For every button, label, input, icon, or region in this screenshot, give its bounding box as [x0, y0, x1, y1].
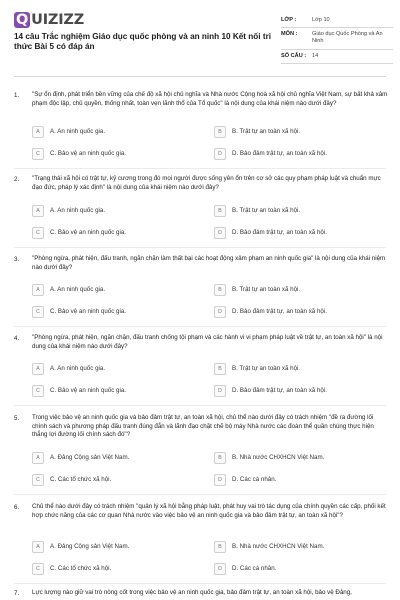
option-letter: A [32, 363, 44, 375]
question-text: "Sự ổn định, phát triển bền vững của chế độ xã hội chủ nghĩa và Nhà nước Cộng hoà xã hội chủ nghĩa Việt Nam, sự bất khả xâm phạm độc lập, chủ quyền, thống nhất, toàn vẹn lãnh thổ của Tổ quốc" là nội dung của khái niệm nào dưới đây? [32, 91, 388, 107]
question-divider [14, 494, 386, 495]
option-text: B. Trật tự an toàn xã hội. [232, 365, 301, 372]
option-text: C. Bảo vệ an ninh quốc gia. [50, 308, 127, 315]
question-number: 1. [14, 92, 20, 99]
option-letter: D [214, 385, 226, 397]
question-divider [14, 247, 386, 248]
option-letter: B [214, 363, 226, 375]
option-text: A. An ninh quốc gia. [50, 128, 106, 135]
option-letter: C [32, 385, 44, 397]
option-text: D. Bảo đảm trật tự, an toàn xã hội. [232, 229, 327, 236]
option-letter: C [32, 563, 44, 575]
option-letter: C [32, 474, 44, 486]
option-letter: B [214, 541, 226, 553]
option-text: A. Đảng Cộng sản Việt Nam. [50, 543, 130, 550]
option-letter: B [214, 452, 226, 464]
option-text: B. Trật tự an toàn xã hội. [232, 286, 301, 293]
option-text: B. Trật tự an toàn xã hội. [232, 207, 301, 214]
option-text: D. Bảo đảm trật tự, an toàn xã hội. [232, 308, 327, 315]
option-text: C. Bảo vệ an ninh quốc gia. [50, 229, 127, 236]
question-text: "Phòng ngừa, phát hiện, ngăn chặn, đấu tranh chống tội phạm và các hành vi vi phạm pháp luật về trật tự, an toàn xã hội" là nội dung của khái niệm nào dưới đây? [32, 334, 383, 350]
question-number: 5. [14, 415, 20, 422]
question-number: 2. [14, 176, 20, 183]
option-text: A. Đảng Cộng sản Việt Nam. [50, 454, 130, 461]
meta-row-count [281, 50, 393, 64]
option-letter: D [214, 563, 226, 575]
option-letter: A [32, 452, 44, 464]
option-text: C. Bảo vệ an ninh quốc gia. [50, 387, 127, 394]
meta-key: MÔN : [281, 31, 298, 37]
option-text: D. Các cá nhân. [232, 476, 277, 483]
meta-key: SỐ CÂU : [281, 53, 307, 59]
option-letter: C [32, 227, 44, 239]
option-letter: B [214, 126, 226, 138]
question-divider [14, 168, 386, 169]
option-letter: D [214, 306, 226, 318]
option-text: A. An ninh quốc gia. [50, 286, 106, 293]
option-letter: A [32, 205, 44, 217]
option-letter: D [214, 227, 226, 239]
meta-key: LỚP : [281, 17, 297, 23]
option-letter: D [214, 148, 226, 160]
question-number: 4. [14, 335, 20, 342]
meta-row-class [281, 14, 393, 28]
option-letter: A [32, 541, 44, 553]
option-letter: B [214, 205, 226, 217]
option-letter: C [32, 148, 44, 160]
option-text: C. Bảo vệ an ninh quốc gia. [50, 150, 127, 157]
quizizz-logo [14, 12, 84, 28]
option-text: D. Bảo đảm trật tự, an toàn xã hội. [232, 387, 327, 394]
logo-q-mark: Q [16, 12, 29, 28]
meta-value: Giáo dục Quốc Phòng và An Ninh [312, 31, 383, 44]
question-divider [14, 583, 386, 584]
question-divider [14, 405, 386, 406]
option-text: D. Bảo đảm trật tự, an toàn xã hội. [232, 150, 327, 157]
question-text: Chủ thể nào dưới đây có trách nhiệm "quản lý xã hội bằng pháp luật, phát huy vai trò tác dụng của chính quyền các cấp, phối kết hợp chức năng của các cơ quan Nhà nước vào việc bảo vệ an ninh quốc gia và bảo đảm trật tự, an toàn xã hội"? [32, 503, 386, 519]
meta-info [281, 14, 393, 64]
option-text: B. Nhà nước CHXHCN Việt Nam. [232, 454, 325, 461]
question-number: 3. [14, 256, 20, 263]
page-header [0, 0, 400, 76]
question-text: "Phòng ngừa, phát hiện, đấu tranh, ngăn chặn làm thất bại các hoạt động xâm phạm an ninh quốc gia" là nội dung của khái niệm nào dưới đây? [32, 255, 386, 271]
header-divider [14, 76, 386, 77]
option-text: C. Các tổ chức xã hội. [50, 476, 112, 483]
meta-value: 14 [312, 53, 319, 59]
option-text: A. An ninh quốc gia. [50, 365, 106, 372]
question-divider [14, 326, 386, 327]
option-letter: C [32, 306, 44, 318]
option-letter: D [214, 474, 226, 486]
option-letter: A [32, 284, 44, 296]
option-text: D. Các cá nhân. [232, 565, 277, 572]
question-number: 7. [14, 590, 20, 597]
logo-text: UIZIZZ [31, 12, 85, 28]
question-text: "Trạng thái xã hội có trật tự, kỷ cương trong đó mọi người được sống yên ổn trên cơ sở các quy phạm pháp luật và chuẩn mực đạo đức, pháp lý xác định" là nội dung của khái niệm nào dưới đây? [32, 175, 381, 191]
meta-value: Lớp 10 [312, 17, 330, 23]
option-text: B. Trật tự an toàn xã hội. [232, 128, 301, 135]
option-letter: B [214, 284, 226, 296]
question-number: 6. [14, 504, 20, 511]
question-text: Lực lượng nào giữ vai trò nòng cốt trong việc bảo vệ an ninh quốc gia, bảo đảm trật tự, an toàn xã hội, bảo vệ Đảng, [32, 589, 352, 596]
question-text: Trong việc bảo vệ an ninh quốc gia và bảo đảm trật tự, an toàn xã hội, chủ thể nào dưới đây có trách nhiệm "đề ra đường lối chính sách và phương pháp đấu tranh đúng đắn và lãnh đạo chặt chẽ bộ máy Nhà nước các đoàn thể quần chúng thực hiện thắng lợi đường lối chính sách đó"? [32, 414, 374, 438]
option-text: B. Nhà nước CHXHCN Việt Nam. [232, 543, 325, 550]
option-letter: A [32, 126, 44, 138]
document-title: 14 câu Trắc nghiệm Giáo dục quốc phòng và an ninh 10 Kết nối tri thức Bài 5 có đáp án [14, 32, 272, 52]
option-text: C. Các tổ chức xã hội. [50, 565, 112, 572]
meta-row-subject [281, 28, 393, 50]
option-text: A. An ninh quốc gia. [50, 207, 106, 214]
